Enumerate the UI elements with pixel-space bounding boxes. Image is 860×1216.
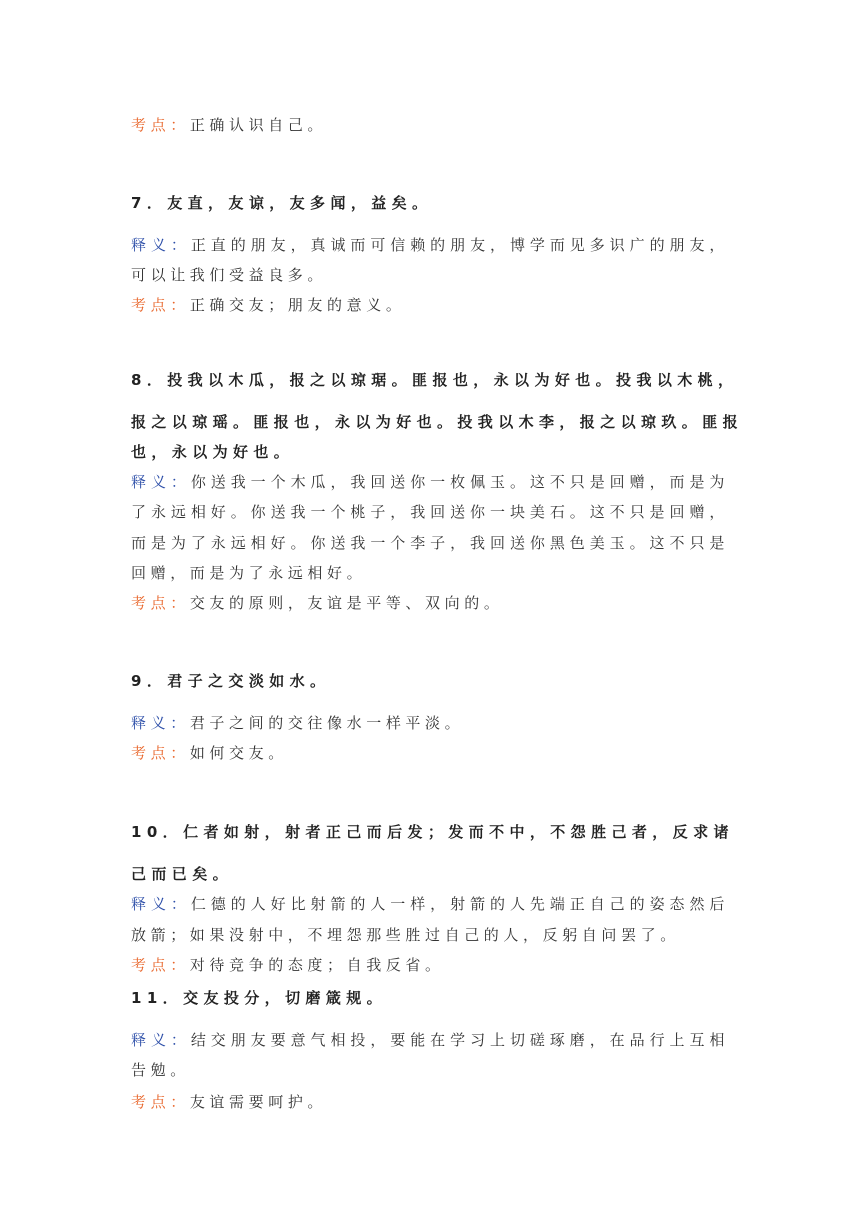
section-10-title: 10．仁者如射，射者正己而后发；发而不中，不怨胜己者，反求诸 (131, 823, 734, 841)
shiyi-text: 正直的朋友，真诚而可信赖的朋友，博学而见多识广的朋友， (190, 236, 729, 254)
shiyi-text: 君子之间的交往像水一样平淡。 (189, 714, 465, 732)
kaodian-line (131, 295, 729, 315)
shiyi-label: 释义： (131, 1031, 191, 1049)
shiyi-text: 结交朋友要意气相投，要能在学习上切磋琢磨，在品行上互相 (190, 1031, 729, 1049)
kaodian-label: 考点： (131, 594, 190, 612)
shiyi-text: 放箭；如果没射中，不埋怨那些胜过自己的人，反躬自问罢了。 (131, 926, 680, 944)
shiyi-text: 你送我一个木瓜，我回送你一枚佩玉。这不只是回赠，而是为 (190, 473, 729, 491)
kaodian-label: 考点： (131, 1093, 190, 1111)
shiyi-text: 告勉。 (131, 1061, 190, 1079)
shiyi-line (131, 472, 729, 492)
shiyi-text: 了永远相好。你送我一个桃子，我回送你一块美石。这不只是回赠， (131, 503, 729, 521)
shiyi-line (131, 1030, 729, 1050)
shiyi-label: 释义： (131, 473, 191, 491)
kaodian-text: 如何交友。 (189, 744, 288, 762)
shiyi-text: 回赠，而是为了永远相好。 (131, 564, 367, 582)
section-9-title: 9．君子之交淡如水。 (131, 672, 331, 690)
section-7-title: 7．友直，友谅，友多闻，益矣。 (131, 194, 433, 212)
shiyi-label: 释义： (131, 714, 190, 732)
section-10-title: 己而已矣。 (131, 865, 234, 883)
shiyi-label: 释义： (131, 236, 191, 254)
section-8-title: 也，永以为好也。 (131, 443, 295, 461)
kaodian-label: 考点： (131, 956, 190, 974)
shiyi-line (131, 894, 729, 914)
shiyi-text: 仁德的人好比射箭的人一样，射箭的人先端正自己的姿态然后 (190, 895, 729, 913)
kaodian-label: 考点： (131, 116, 190, 134)
kaodian-line (131, 955, 729, 975)
kaodian-line (131, 1092, 729, 1112)
shiyi-line (131, 235, 729, 255)
kaodian-text: 对待竞争的态度；自我反省。 (189, 956, 445, 974)
kaodian-text: 友谊需要呵护。 (189, 1093, 328, 1111)
kaodian-text: 正确认识自己。 (189, 116, 328, 134)
shiyi-text: 可以让我们受益良多。 (131, 266, 328, 284)
kaodian-label: 考点： (131, 744, 190, 762)
section-8-title: 报之以琼瑶。匪报也，永以为好也。投我以木李，报之以琼玖。匪报 (131, 413, 744, 431)
shiyi-line (131, 713, 729, 733)
kaodian-text: 交友的原则，友谊是平等、双向的。 (189, 594, 504, 612)
kaodian-line (131, 115, 729, 135)
section-8-title: 8．投我以木瓜，报之以琼琚。匪报也，永以为好也。投我以木桃， (131, 371, 739, 389)
kaodian-text: 正确交友；朋友的意义。 (189, 296, 406, 314)
kaodian-line (131, 743, 729, 763)
kaodian-line (131, 593, 729, 613)
section-11-title: 11．交友投分，切磨箴规。 (131, 989, 388, 1007)
shiyi-label: 释义： (131, 895, 191, 913)
shiyi-text: 而是为了永远相好。你送我一个李子，我回送你黑色美玉。这不只是 (131, 534, 729, 552)
kaodian-label: 考点： (131, 296, 190, 314)
